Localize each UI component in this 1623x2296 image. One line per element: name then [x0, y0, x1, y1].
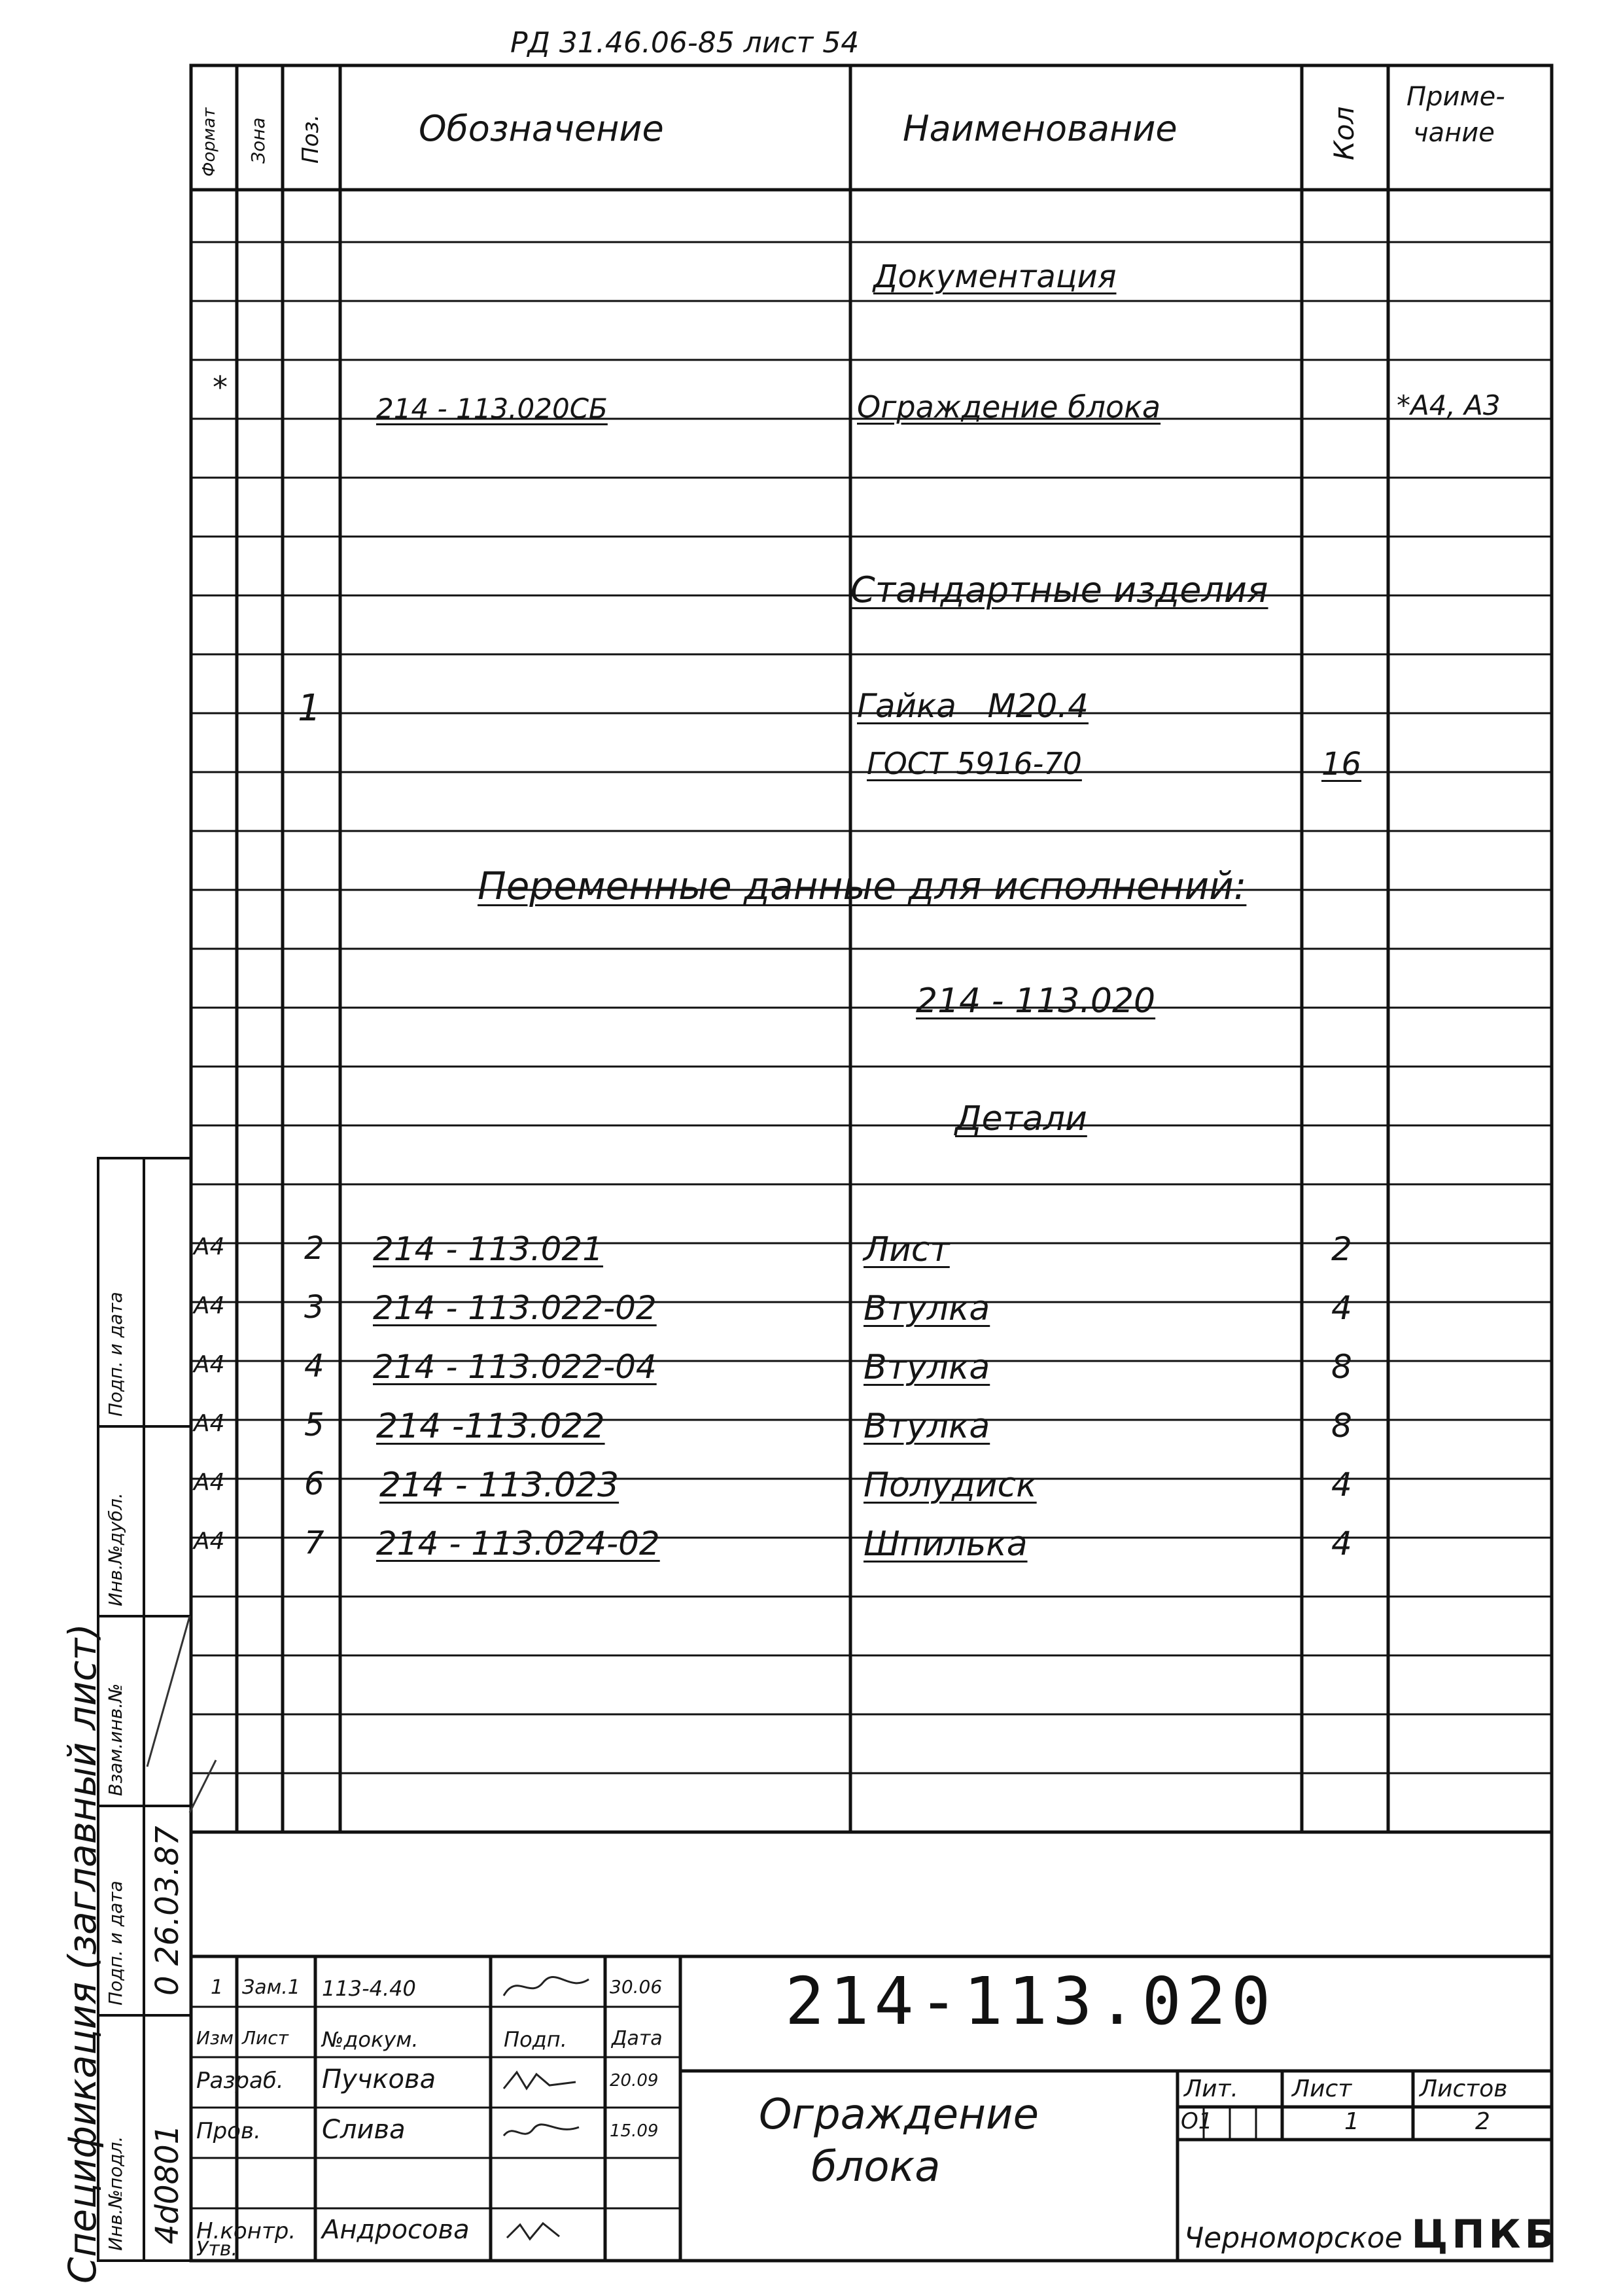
section-heading: Переменные данные для исполнений:: [478, 864, 1247, 908]
signature-normcontrol: [497, 2212, 595, 2251]
row-qty: 2: [1331, 1230, 1352, 1268]
row-name: Втулка: [864, 1348, 990, 1387]
row-name: ГОСТ 5916-70: [867, 746, 1082, 781]
row-name: Втулка: [864, 1407, 990, 1446]
row-pos: 4: [304, 1348, 324, 1385]
row-name: Шпилька: [864, 1525, 1028, 1564]
row-qty: 8: [1331, 1348, 1352, 1386]
role-normcontrol: Н.контр.: [196, 2218, 296, 2244]
change-num: 1: [211, 1976, 224, 1999]
row-designation: 214 - 113.022-02: [373, 1289, 657, 1327]
date-developer: 20.09: [610, 2071, 659, 2091]
sheet-reference: РД 31.46.06-85 лист 54: [510, 26, 860, 60]
organization-abbrev: ЦПКБ: [1411, 2212, 1559, 2257]
col-pos-header: Поз.: [298, 114, 324, 164]
row-format: А4: [194, 1233, 225, 1260]
name-normcontrol: Андросова: [322, 2215, 470, 2245]
row-pos: 3: [304, 1289, 324, 1326]
lit-value: О1: [1181, 2108, 1213, 2134]
side-inv-value: 4d0801: [149, 2124, 186, 2244]
row-pos: 2: [304, 1230, 324, 1267]
row-designation: 214 - 113.022-04: [373, 1348, 657, 1386]
row-qty: 8: [1331, 1407, 1352, 1445]
change-date: 30.06: [610, 1976, 663, 1998]
change-signature: [497, 1966, 595, 2005]
side-cell-replace: Взам.инв.№: [105, 1683, 126, 1796]
col-name-header: Наименование: [903, 108, 1178, 149]
sheet-value: 1: [1344, 2108, 1359, 2135]
row-name: Полудиск: [864, 1466, 1037, 1505]
row-format: А4: [194, 1469, 225, 1496]
hdr-podp: Подп.: [504, 2027, 567, 2052]
signature-developer: [497, 2062, 595, 2102]
organization: [1184, 2212, 1558, 2257]
row-pos: 5: [304, 1407, 324, 1443]
col-designation-header: Обозначение: [419, 108, 664, 149]
name-checker: Слива: [322, 2115, 406, 2145]
signature-checker: [497, 2113, 595, 2152]
row-pos: 7: [304, 1525, 324, 1561]
row-designation: 214 - 113.024-02: [376, 1525, 660, 1563]
date-checker: 15.09: [610, 2121, 659, 2141]
row-pos: 6: [304, 1466, 324, 1502]
sheets-value: 2: [1475, 2108, 1490, 2135]
hdr-ndoc: №докум.: [322, 2027, 419, 2052]
row-format: А4: [194, 1410, 225, 1437]
col-qty-header: Кол: [1328, 106, 1360, 160]
row-format: *: [213, 370, 228, 405]
row-qty: 4: [1331, 1525, 1352, 1563]
row-qty: 4: [1331, 1466, 1352, 1504]
section-heading: Стандартные изделия: [850, 569, 1268, 610]
row-designation: 214 -113.022: [376, 1407, 605, 1446]
lit-label: Лит.: [1184, 2075, 1238, 2102]
row-format: А4: [194, 1292, 225, 1319]
role-developer: Разраб.: [196, 2068, 284, 2094]
side-cell-dup: Инв.№дубл.: [105, 1492, 126, 1606]
variant-heading: 214 - 113.020: [916, 981, 1156, 1021]
section-heading: Детали: [955, 1099, 1087, 1139]
row-qty: 4: [1331, 1289, 1352, 1327]
title-line-2: блока: [811, 2143, 941, 2191]
row-designation: 214 - 113.021: [373, 1230, 604, 1268]
row-name: Ограждение блока: [857, 389, 1161, 425]
row-format: А4: [194, 1528, 225, 1555]
hdr-izm: Изм: [196, 2027, 234, 2049]
role-checker: Пров.: [196, 2118, 261, 2144]
role-approver: Утв.: [196, 2238, 237, 2261]
row-name: Втулка: [864, 1289, 990, 1328]
side-cell-sign: Подп. и дата: [105, 1881, 126, 2005]
hdr-list: Лист: [242, 2027, 288, 2049]
col-zone-header: Зона: [247, 117, 269, 164]
row-name: Лист: [864, 1230, 950, 1269]
side-strip-title: Спецификация (заглавный лист): [60, 1623, 105, 2284]
col-format-header: Формат: [200, 107, 219, 177]
col-note-header-l2: чание: [1413, 118, 1495, 148]
row-format: А4: [194, 1351, 225, 1378]
doc-number: 214-113.020: [785, 1963, 1276, 2040]
title-line-1: Ограждение: [759, 2091, 1039, 2139]
change-kind: Зам.1: [242, 1976, 300, 1999]
col-note-header-l1: Приме-: [1406, 82, 1505, 112]
section-heading: Документация: [873, 258, 1117, 295]
row-qty: 16: [1321, 746, 1362, 783]
name-developer: Пучкова: [322, 2064, 436, 2094]
side-cell-sign2: Подп. и дата: [105, 1292, 126, 1417]
organization-name: Черноморское: [1184, 2221, 1403, 2255]
side-cell-inv: Инв.№подл.: [105, 2136, 126, 2251]
row-designation: 214 - 113.020СБ: [376, 393, 608, 425]
row-name: Гайка М20.4: [857, 687, 1089, 725]
change-doc: 113-4.40: [322, 1976, 416, 2001]
row-designation: 214 - 113.023: [379, 1466, 620, 1505]
hdr-data: Дата: [612, 2027, 663, 2050]
row-pos: 1: [298, 687, 321, 730]
sheets-label: Листов: [1420, 2075, 1508, 2102]
sheet-label: Лист: [1292, 2075, 1352, 2102]
side-date-value: 0 26.03.87: [149, 1826, 186, 1996]
row-note: *А4, А3: [1397, 389, 1501, 421]
